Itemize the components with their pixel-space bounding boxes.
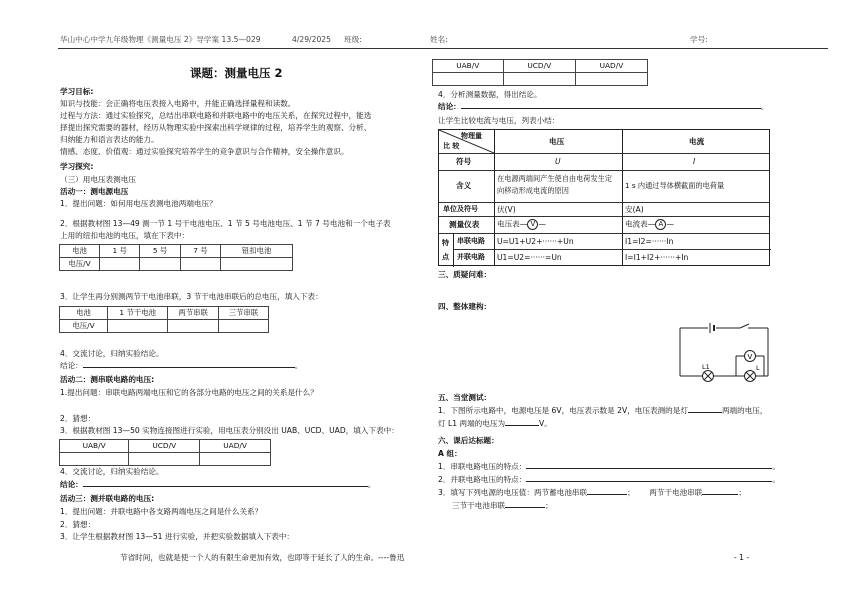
series-battery-table <box>59 306 269 333</box>
table-cell: 5 号 <box>140 245 180 258</box>
section6-heading: 六、课后达标题： <box>438 436 499 445</box>
test1-line1 <box>438 406 768 415</box>
conclusion-label: 结论： <box>60 361 83 370</box>
corner-top: 物理量 <box>461 132 482 140</box>
lamp-l-label: L <box>756 364 760 372</box>
goals-line2: 过程与方法：通过实验探究，总结出串联电路和并联电路中的电压关系，在探究过程中，能选 <box>60 111 372 120</box>
table-cell[interactable] <box>503 73 575 86</box>
activity2-q3: 3．根据教材图 13—50 实物连接图进行实验，用电压表分别没出 UAB、UCD、UAD，填入下表中： <box>60 426 399 435</box>
table-cell[interactable] <box>129 453 200 466</box>
row-label-feature: 特点 <box>442 239 449 261</box>
table-cell[interactable] <box>100 258 140 271</box>
table-cell[interactable] <box>60 453 129 466</box>
table-cell: 1 节干电池 <box>108 307 168 320</box>
table-cell: 电压/V <box>60 320 108 333</box>
section5-heading: 五、当堂测试： <box>438 393 492 402</box>
table-cell: 电池 <box>60 245 100 258</box>
activity3-q3: 3．让学生根据教材图 13—51 进行实验，并把实验数据填入下表中： <box>60 532 295 541</box>
conclusion1-label <box>60 361 302 370</box>
page-title: 课题：测量电压 2 <box>190 66 283 80</box>
symbol-i: I <box>693 157 696 166</box>
right-q4: 4．分析测量数据，得出结论。 <box>438 90 542 99</box>
row-label-unit: 单位及符号 <box>443 205 478 213</box>
activity3-heading: 活动三：测并联电路的电压: <box>60 494 155 503</box>
explore-heading: 学习探究: <box>60 162 94 171</box>
period: 。 <box>760 102 769 111</box>
header-rule <box>58 48 828 49</box>
row-divider <box>439 153 769 154</box>
section4-heading: 四、整体建构： <box>438 302 492 311</box>
table-cell: UCD/V <box>129 440 200 453</box>
conclusion3-blank[interactable] <box>461 108 761 109</box>
header-student-no: 学号: <box>690 35 708 44</box>
table-cell[interactable] <box>180 258 220 271</box>
meter-voltage: 电压表— V — <box>497 219 546 229</box>
table-cell[interactable] <box>200 453 271 466</box>
a1-text: 1．串联电路电压的特点： <box>438 462 527 471</box>
compare-intro: 让学生比较电流与电压，列表小结： <box>438 116 560 125</box>
row-divider <box>439 202 769 203</box>
a3-text: 3．填写下列电源的电压值：两节蓄电池串联 <box>438 488 588 497</box>
activity1-heading: 活动一：测电源电压 <box>60 187 129 196</box>
battery-table <box>59 244 293 271</box>
table-cell[interactable] <box>140 258 180 271</box>
ammeter-icon: A <box>655 219 666 230</box>
right-conclusion-line <box>438 102 768 111</box>
parallel-label: 并联电路 <box>457 253 485 261</box>
table-cell: UCD/V <box>503 60 575 73</box>
a3-blank-1[interactable] <box>587 494 627 495</box>
col-divider <box>453 233 454 267</box>
lamp-l1-label: L1 <box>702 363 710 371</box>
header-class: 班级: <box>344 35 362 44</box>
activity2-q4: 4．交流讨论，归纳实验结论。 <box>60 467 164 476</box>
a3-line2 <box>452 501 553 510</box>
table-cell: UAB/V <box>433 60 504 73</box>
activity1-q4: 4．交流讨论，归纳实验结论。 <box>60 349 164 358</box>
sep: ； <box>738 488 746 497</box>
col-divider <box>622 130 623 265</box>
parallel-voltage-table <box>432 59 648 86</box>
footer-quote: 节省时间，也就是使一个人的有限生命更加有效，也即等于延长了人的生命。----鲁迅 <box>120 553 405 562</box>
row-label-meter: 测量仪表 <box>449 220 480 229</box>
table-cell: 电压/V <box>60 258 100 271</box>
explore-sub: （三）用电压表测电压 <box>60 175 136 184</box>
a1-line <box>438 462 780 471</box>
goals-heading: 学习目标: <box>60 87 94 96</box>
sep: ； <box>627 488 650 497</box>
goals-line3: 择提出探究需要的器材，经历从物理实验中探索出科学规律的过程，培养学生的观察、分析、 <box>60 123 372 132</box>
header-voltage: 电压 <box>549 137 565 146</box>
conclusion2-blank[interactable] <box>83 486 368 487</box>
conclusion-label: 结论： <box>438 102 461 111</box>
table-cell[interactable] <box>221 258 293 271</box>
activity3-q1: 1．提出问题：并联电路中各支路两端电压之间是什么关系？ <box>60 507 263 516</box>
goals-line5: 情感、态度、价值观：通过实验探究培养学生的竞争意识与合作精神，安全操作意识。 <box>60 147 349 156</box>
test1-blank-lamp[interactable] <box>688 412 722 413</box>
unit-current: 安(A) <box>625 205 644 214</box>
corner-bottom: 比 较 <box>443 142 460 150</box>
voltmeter-icon: V <box>527 219 538 230</box>
period: 。 <box>772 462 780 471</box>
series-voltage-table <box>59 439 271 466</box>
voltmeter-label: V <box>747 353 753 361</box>
table-cell: 7 号 <box>180 245 220 258</box>
table-cell[interactable] <box>218 320 268 333</box>
meaning-voltage: 在电源两端间产生使自由电荷发生定向移动形成电流的原因 <box>497 174 613 195</box>
table-cell: UAB/V <box>60 440 129 453</box>
test1-line2 <box>438 419 552 428</box>
row-divider <box>453 249 771 250</box>
a2-text: 2．并联电路电压的特点： <box>438 475 527 484</box>
a3-text: 三节干电池串联 <box>452 501 506 510</box>
group-a-heading: A 组： <box>438 449 462 458</box>
conclusion-label: 结论： <box>60 480 83 489</box>
table-cell[interactable] <box>575 73 647 86</box>
table-cell: 两节串联 <box>168 307 218 320</box>
header-current: 电流 <box>689 137 705 146</box>
period: 。 <box>294 361 303 370</box>
sep: ； <box>545 501 553 510</box>
table-cell[interactable] <box>108 320 168 333</box>
a1-blank[interactable] <box>526 468 772 469</box>
test1-text: 1．下图所示电路中，电源电压是 6V，电压表示数是 2V，电压表测的是灯 <box>438 406 688 415</box>
circuit-diagram <box>672 318 776 386</box>
a3-blank-3[interactable] <box>505 507 545 508</box>
row-label-meaning: 含义 <box>456 181 472 190</box>
col-divider <box>494 130 495 265</box>
series-current: I1=I2=······In <box>625 237 674 246</box>
table-cell: UAD/V <box>200 440 271 453</box>
header-school: 华山中心中学九年级物理《测量电压 2》导学案 13.5—029 <box>60 35 261 44</box>
activity1-q3: 3．让学生再分别测两节干电池串联，3 节干电池串联后的总电压，填入下表： <box>60 292 323 301</box>
unit-voltage: 伏(V) <box>497 205 516 214</box>
series-voltage: U=U1+U2+······+Un <box>497 237 574 246</box>
table-cell[interactable] <box>168 320 218 333</box>
a3-blank-2[interactable] <box>702 494 738 495</box>
test1-blank-voltage[interactable] <box>505 425 539 426</box>
goals-line1: 知识与技能：会正确将电压表接入电路中，并能正确选择量程和读数。 <box>60 99 296 108</box>
table-cell: 1 号 <box>100 245 140 258</box>
activity3-q2: 2．猜想： <box>60 520 96 529</box>
row-divider <box>439 170 769 171</box>
activity1-q2b: 上用的纽扣电池的电压，填在下表中： <box>60 231 190 240</box>
meaning-current: 1 s 内通过导体横截面的电荷量 <box>625 181 725 190</box>
a3-text: 两节干电池串联 <box>649 488 703 497</box>
goals-line4: 归纳能力和语言表达的能力。 <box>60 135 159 144</box>
section3-heading: 三、质疑问难： <box>438 270 492 279</box>
row-divider <box>439 216 769 217</box>
meter-current: 电流表— A — <box>625 219 674 229</box>
test1-text: 灯 L1 两端的电压为 <box>438 419 506 428</box>
conclusion1-blank[interactable] <box>83 367 295 368</box>
symbol-u: U <box>555 157 561 166</box>
period: 。 <box>367 480 376 489</box>
switch-lever <box>740 324 749 328</box>
a2-blank[interactable] <box>526 481 772 482</box>
conclusion2-line <box>60 480 375 489</box>
a3-line <box>438 488 746 497</box>
header-name: 姓名: <box>430 35 448 44</box>
compare-table <box>438 129 770 266</box>
table-cell[interactable] <box>433 73 504 86</box>
ammeter-label: 电流表 <box>625 219 648 229</box>
table-cell: 钮扣电池 <box>221 245 293 258</box>
test1-text: V。 <box>539 419 552 428</box>
activity2-q1: 1.提出问题：串联电路两端电压和它的各部分电路的电压之间的关系是什么？ <box>60 388 318 397</box>
parallel-current: I=I1+I2+······+In <box>625 253 689 262</box>
period: 。 <box>772 475 780 484</box>
test1-text: 两端的电压， <box>721 406 768 415</box>
a2-line <box>438 475 780 484</box>
activity2-heading: 活动二：测串联电路的电压: <box>60 375 155 384</box>
parallel-voltage: U1=U2=······=Un <box>497 253 562 262</box>
activity2-q2: 2．猜想： <box>60 414 96 423</box>
activity1-q2a: 2．根据教材图 13—49 测一节 1 号干电池电压、1 节 5 号电池电压、1 节 7 号电池和一个电子表 <box>60 219 391 228</box>
row-label-symbol: 符号 <box>456 157 472 166</box>
activity1-q1: 1．提出问题：如何用电压表测电池两端电压？ <box>60 199 217 208</box>
table-cell: 三节串联 <box>218 307 268 320</box>
header-date: 4/29/2025 <box>292 35 331 44</box>
page-number: - 1 - <box>734 553 750 562</box>
row-divider <box>439 233 769 234</box>
series-label: 串联电路 <box>457 237 485 245</box>
voltmeter-label: 电压表 <box>497 219 520 229</box>
table-cell: 电池 <box>60 307 108 320</box>
table-cell: UAD/V <box>575 60 647 73</box>
